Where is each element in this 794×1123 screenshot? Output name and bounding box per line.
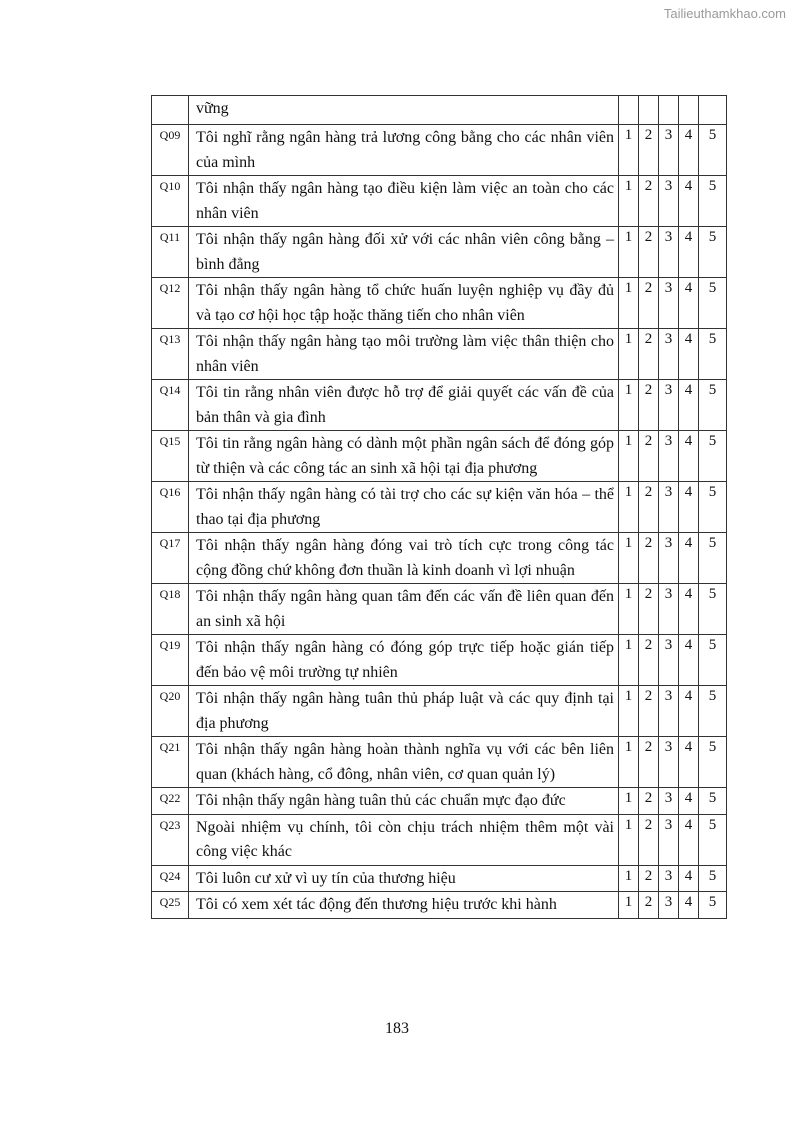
table-row	[152, 329, 727, 380]
question-statement: Ngoài nhiệm vụ chính, tôi còn chịu trách nhiệm thêm một vài công việc khác	[189, 814, 619, 865]
scale-option-3: 3	[659, 814, 679, 865]
scale-option-3: 3	[659, 892, 679, 919]
question-statement: Tôi nhận thấy ngân hàng đóng vai trò tích cực trong công tác cộng đồng chứ không đơn thuần là kinh doanh vì lợi nhuận	[189, 533, 619, 584]
scale-option-4: 4	[679, 533, 699, 584]
scale-option-2: 2	[639, 686, 659, 737]
scale-option-4: 4	[679, 380, 699, 431]
table-row	[152, 584, 727, 635]
scale-option-5: 5	[699, 329, 727, 380]
question-statement: Tôi nhận thấy ngân hàng có đóng góp trực tiếp hoặc gián tiếp đến bảo vệ môi trường tự nhiên	[189, 635, 619, 686]
survey-table	[151, 95, 727, 919]
scale-cell	[659, 96, 679, 125]
scale-option-2: 2	[639, 227, 659, 278]
question-code: Q18	[152, 584, 189, 635]
scale-option-1: 1	[619, 125, 639, 176]
scale-option-1: 1	[619, 431, 639, 482]
scale-option-5: 5	[699, 482, 727, 533]
scale-option-2: 2	[639, 380, 659, 431]
scale-option-5: 5	[699, 584, 727, 635]
scale-option-1: 1	[619, 176, 639, 227]
scale-option-5: 5	[699, 176, 727, 227]
table-row	[152, 176, 727, 227]
page-number: 183	[385, 1020, 409, 1037]
scale-option-5: 5	[699, 865, 727, 892]
scale-option-1: 1	[619, 788, 639, 815]
scale-option-2: 2	[639, 814, 659, 865]
table-row	[152, 533, 727, 584]
scale-option-2: 2	[639, 482, 659, 533]
question-code: Q12	[152, 278, 189, 329]
question-code: Q21	[152, 737, 189, 788]
scale-option-1: 1	[619, 635, 639, 686]
scale-option-3: 3	[659, 865, 679, 892]
scale-option-2: 2	[639, 788, 659, 815]
question-code: Q09	[152, 125, 189, 176]
scale-option-1: 1	[619, 227, 639, 278]
scale-option-3: 3	[659, 278, 679, 329]
scale-option-4: 4	[679, 176, 699, 227]
scale-option-4: 4	[679, 788, 699, 815]
question-statement: Tôi nhận thấy ngân hàng tuân thủ pháp luật và các quy định tại địa phương	[189, 686, 619, 737]
scale-option-5: 5	[699, 686, 727, 737]
scale-option-5: 5	[699, 227, 727, 278]
scale-option-4: 4	[679, 227, 699, 278]
table-row	[152, 892, 727, 919]
table-row	[152, 227, 727, 278]
question-code: Q20	[152, 686, 189, 737]
scale-option-4: 4	[679, 584, 699, 635]
scale-option-4: 4	[679, 278, 699, 329]
scale-option-4: 4	[679, 329, 699, 380]
scale-option-1: 1	[619, 533, 639, 584]
scale-option-2: 2	[639, 278, 659, 329]
scale-option-4: 4	[679, 125, 699, 176]
question-code: Q22	[152, 788, 189, 815]
scale-option-1: 1	[619, 584, 639, 635]
scale-option-3: 3	[659, 533, 679, 584]
scale-option-3: 3	[659, 380, 679, 431]
scale-option-1: 1	[619, 380, 639, 431]
row-code-cell	[152, 96, 189, 125]
scale-option-5: 5	[699, 737, 727, 788]
question-statement: Tôi nhận thấy ngân hàng hoàn thành nghĩa vụ với các bên liên quan (khách hàng, cổ đông, nhân viên, cơ quan quản lý)	[189, 737, 619, 788]
survey-table-body	[152, 96, 727, 919]
table-row	[152, 278, 727, 329]
scale-option-5: 5	[699, 278, 727, 329]
scale-option-1: 1	[619, 482, 639, 533]
table-row-continuation	[152, 96, 727, 125]
question-code: Q17	[152, 533, 189, 584]
scale-option-2: 2	[639, 176, 659, 227]
scale-option-5: 5	[699, 533, 727, 584]
table-row	[152, 737, 727, 788]
scale-cell	[699, 96, 727, 125]
question-statement: Tôi nghĩ rằng ngân hàng trả lương công bằng cho các nhân viên của mình	[189, 125, 619, 176]
scale-option-3: 3	[659, 431, 679, 482]
scale-option-1: 1	[619, 865, 639, 892]
scale-option-3: 3	[659, 737, 679, 788]
question-statement: Tôi nhận thấy ngân hàng tạo điều kiện làm việc an toàn cho các nhân viên	[189, 176, 619, 227]
scale-option-2: 2	[639, 329, 659, 380]
table-row	[152, 380, 727, 431]
question-code: Q25	[152, 892, 189, 919]
scale-option-3: 3	[659, 176, 679, 227]
scale-option-2: 2	[639, 892, 659, 919]
question-code: Q23	[152, 814, 189, 865]
question-code: Q14	[152, 380, 189, 431]
scale-option-3: 3	[659, 788, 679, 815]
scale-option-2: 2	[639, 737, 659, 788]
scale-option-1: 1	[619, 686, 639, 737]
scale-option-3: 3	[659, 686, 679, 737]
question-code: Q11	[152, 227, 189, 278]
table-row	[152, 788, 727, 815]
scale-option-2: 2	[639, 125, 659, 176]
scale-option-1: 1	[619, 737, 639, 788]
question-statement: Tôi luôn cư xử vì uy tín của thương hiệu	[189, 865, 619, 892]
scale-option-3: 3	[659, 227, 679, 278]
scale-option-2: 2	[639, 584, 659, 635]
question-statement: Tôi tin rằng nhân viên được hỗ trợ để giải quyết các vấn đề của bản thân và gia đình	[189, 380, 619, 431]
question-statement: Tôi nhận thấy ngân hàng tạo môi trường làm việc thân thiện cho nhân viên	[189, 329, 619, 380]
scale-option-3: 3	[659, 584, 679, 635]
table-row	[152, 431, 727, 482]
row-statement: vững	[189, 96, 619, 125]
scale-option-5: 5	[699, 125, 727, 176]
question-statement: Tôi nhận thấy ngân hàng đối xử với các nhân viên công bằng – bình đẳng	[189, 227, 619, 278]
watermark: Tailieuthamkhao.com	[663, 6, 786, 21]
scale-option-2: 2	[639, 865, 659, 892]
scale-option-4: 4	[679, 482, 699, 533]
question-code: Q19	[152, 635, 189, 686]
question-statement: Tôi nhận thấy ngân hàng quan tâm đến các vấn đề liên quan đến an sinh xã hội	[189, 584, 619, 635]
scale-cell	[619, 96, 639, 125]
scale-option-4: 4	[679, 431, 699, 482]
scale-option-5: 5	[699, 892, 727, 919]
question-statement: Tôi có xem xét tác động đến thương hiệu trước khi hành	[189, 892, 619, 919]
question-code: Q16	[152, 482, 189, 533]
scale-option-5: 5	[699, 635, 727, 686]
scale-option-4: 4	[679, 737, 699, 788]
scale-option-4: 4	[679, 635, 699, 686]
scale-option-2: 2	[639, 635, 659, 686]
table-row	[152, 125, 727, 176]
scale-option-3: 3	[659, 482, 679, 533]
scale-cell	[679, 96, 699, 125]
table-row	[152, 865, 727, 892]
scale-option-2: 2	[639, 431, 659, 482]
scale-option-1: 1	[619, 814, 639, 865]
scale-option-1: 1	[619, 329, 639, 380]
scale-option-1: 1	[619, 278, 639, 329]
question-code: Q10	[152, 176, 189, 227]
table-row	[152, 635, 727, 686]
scale-option-3: 3	[659, 635, 679, 686]
scale-option-4: 4	[679, 892, 699, 919]
question-statement: Tôi nhận thấy ngân hàng tổ chức huấn luyện nghiệp vụ đầy đủ và tạo cơ hội học tập hoặc thăng tiến cho nhân viên	[189, 278, 619, 329]
question-code: Q13	[152, 329, 189, 380]
scale-option-3: 3	[659, 125, 679, 176]
scale-option-1: 1	[619, 892, 639, 919]
question-code: Q15	[152, 431, 189, 482]
scale-option-5: 5	[699, 431, 727, 482]
scale-option-4: 4	[679, 686, 699, 737]
question-statement: Tôi tin rằng ngân hàng có dành một phần ngân sách để đóng góp từ thiện và các công tác an sinh xã hội tại địa phương	[189, 431, 619, 482]
scale-option-4: 4	[679, 865, 699, 892]
scale-option-3: 3	[659, 329, 679, 380]
table-row	[152, 482, 727, 533]
question-code: Q24	[152, 865, 189, 892]
scale-option-5: 5	[699, 380, 727, 431]
scale-option-5: 5	[699, 788, 727, 815]
scale-option-4: 4	[679, 814, 699, 865]
table-row	[152, 686, 727, 737]
question-statement: Tôi nhận thấy ngân hàng tuân thủ các chuẩn mực đạo đức	[189, 788, 619, 815]
scale-option-5: 5	[699, 814, 727, 865]
question-statement: Tôi nhận thấy ngân hàng có tài trợ cho các sự kiện văn hóa – thể thao tại địa phương	[189, 482, 619, 533]
scale-cell	[639, 96, 659, 125]
table-row	[152, 814, 727, 865]
scale-option-2: 2	[639, 533, 659, 584]
